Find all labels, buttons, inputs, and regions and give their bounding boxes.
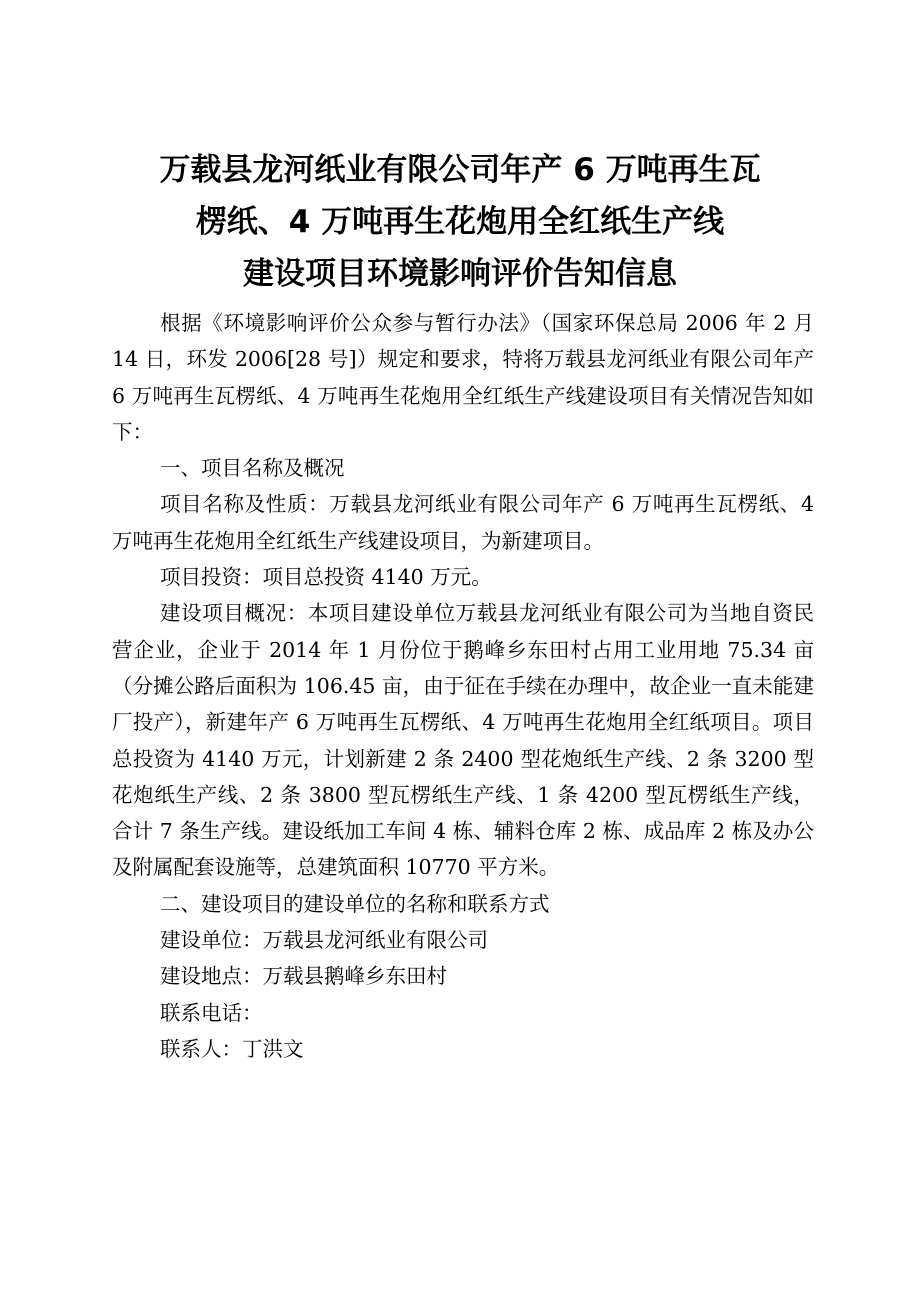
- title-line-3: 建设项目环境影响评价告知信息: [243, 256, 677, 292]
- document-title: [112, 144, 808, 300]
- construction-unit-line: 建设单位：万载县龙河纸业有限公司: [160, 928, 488, 953]
- title-line-2: 楞纸、4 万吨再生花炮用全红纸生产线: [195, 204, 725, 240]
- contact-person-line: 联系人：丁洪文: [160, 1036, 304, 1061]
- section-heading-project-overview: 一、项目名称及概况: [160, 456, 345, 481]
- section-heading-contact: 二、建设项目的建设单位的名称和联系方式: [160, 891, 550, 916]
- project-investment-paragraph: 项目投资：项目总投资 4140 万元。: [160, 565, 492, 590]
- document-body: [112, 305, 814, 1067]
- project-name-paragraph: 项目名称及性质：万载县龙河纸业有限公司年产 6 万吨再生瓦楞纸、4 万吨再生花炮用全红纸生产线建设项目，为新建项目。: [112, 492, 814, 553]
- intro-paragraph: 根据《环境影响评价公众参与暂行办法》（国家环保总局 2006 年 2 月 14 日，环发 2006[28 号]）规定和要求，特将万载县龙河纸业有限公司年产 6 万吨再生瓦楞纸、4 万吨再生花炮用全红纸生产线建设项目有关情况告知如下：: [112, 311, 814, 444]
- contact-phone-line: 联系电话：: [160, 1000, 263, 1025]
- project-overview-paragraph: 建设项目概况：本项目建设单位万载县龙河纸业有限公司为当地自资民营企业，企业于 2014 年 1 月份位于鹅峰乡东田村占用工业用地 75.34 亩（分摊公路后面积为 106.45 亩，由于征在手续在办理中，故企业一直未能建厂投产），新建年产 6 万吨再生瓦楞纸、4 万吨再生花炮用全红纸项目。项目总投资为 4140 万元，计划新建 2 条 2400 型花炮纸生产线、2 条 3200 型花炮纸生产线、2 条 3800 型瓦楞纸生产线、1 条 4200 型瓦楞纸生产线，合计 7 条生产线。建设纸加工车间 4 栋、辅料仓库 2 栋、成品库 2 栋及办公及附属配套设施等，总建筑面积 10770 平方米。: [112, 601, 814, 880]
- title-line-1: 万载县龙河纸业有限公司年产 6 万吨再生瓦: [159, 152, 761, 188]
- construction-site-line: 建设地点：万载县鹅峰乡东田村: [160, 964, 447, 989]
